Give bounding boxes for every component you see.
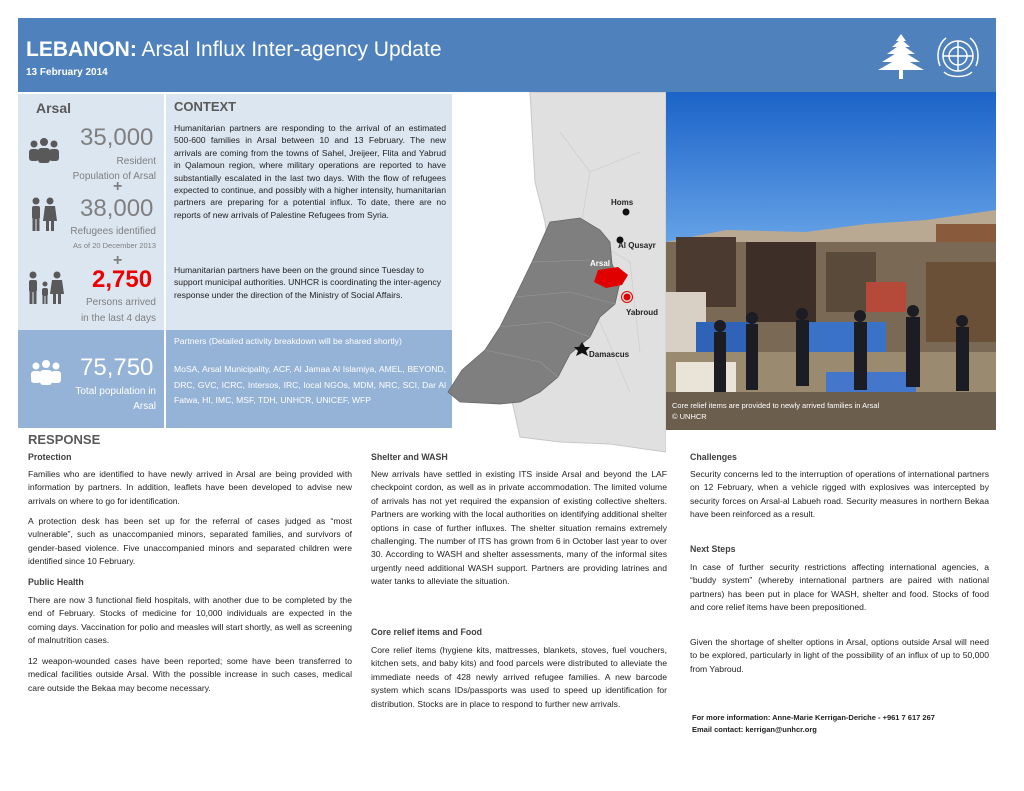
cedar-logo-icon <box>876 32 926 82</box>
core-relief-paragraph: Core relief items (hygiene kits, mattresses, blankets, stoves, fuel vouchers, kitchen sets, and baby kits) and food parcels were distributed to alleviate the immediate needs of 428 newly arrived refugee families. A new barcode system which scans IDs/passports was used to speed up identification for distribution. Stocks are in place to respond to further new arrivals. <box>371 645 667 709</box>
title-text: Arsal Influx Inter-agency Update <box>141 38 442 61</box>
total-label-2: Arsal <box>133 401 156 412</box>
un-emblem-icon <box>932 30 984 82</box>
country-name: LEBANON: <box>26 38 137 61</box>
protection-paragraph-2: A protection desk has been set up for the referral of cases judged as “most vulnerable”, such as unaccompanied minors, separated families, and survivors of gender-based violence. Five unaccompanied minors and separated children were identified since 10 February. <box>28 516 352 567</box>
challenges-heading: Challenges <box>690 452 737 462</box>
resident-label-1: Resident <box>116 156 156 167</box>
header-banner <box>18 18 996 92</box>
map-label-damascus: Damascus <box>589 350 630 359</box>
context-paragraph-2: Humanitarian partners have been on the ground since Tuesday to support municipal authorities. UNHCR is coordinating the inter-agency response under the direction of the Ministry of Social Affairs. <box>174 265 442 300</box>
report-date: 13 February 2014 <box>26 67 108 78</box>
contact-email[interactable]: Email contact: kerrigan@unhcr.org <box>692 725 817 734</box>
stats-panel <box>18 94 164 330</box>
next-steps-heading: Next Steps <box>690 544 736 554</box>
contact-line-1: For more information: Anne-Marie Kerrigan-Deriche - +961 7 617 267 <box>692 713 935 722</box>
response-heading: RESPONSE <box>28 432 101 447</box>
arrived-label-2: in the last 4 days <box>80 313 156 324</box>
resident-label-2: Population of Arsal <box>72 171 156 182</box>
next-steps-paragraph-1: In case of further security restrictions affecting international agencies, a “buddy system” (whereby international partners are paired with national partners) has been put in place for WASH, shelter and food. Stocks of food and core relief items have been prepositioned. <box>690 562 989 613</box>
shelter-wash-paragraph: New arrivals have settled in existing ITS inside Arsal and beyond the LAF checkpoint cordon, as well as in private accommodation. The limited volume of arrivals has not yet required the expansion of existing collective shelters. Partners are working with the local authorities on identifying additional shelter options in case of further influxes. The shelter situation remains extremely challenging. The number of ITS has grown from 6 in October last year to over 30. According to WASH and shelter assessments, many of the informal sites urgently need additional WASH support. Partners are providing latrines and water tanks to alleviate the situation. <box>371 469 667 587</box>
arrived-value: 2,750 <box>92 266 153 293</box>
challenges-paragraph: Security concerns led to the interruption of operations of international partners on 12 February, when a vehicle rigged with explosives was intercepted by security forces on Arsal-al Labueh road. Security measures in northern Bekaa have been reinforced as a result. <box>690 469 989 520</box>
stats-place-name: Arsal <box>36 100 72 116</box>
partners-list: MoSA, Arsal Municipality, ACF, Al Jamaa Al Islamiya, AMEL, BEYOND, DRC, GVC, ICRC, Intersos, IRC, local NGOs, MDM, NRC, SCI, Dar Al Fatwa, HI, IMC, MSF, TDH, UNHCR, UNICEF, WFP <box>174 364 446 405</box>
shelter-wash-heading: Shelter and WASH <box>371 452 448 462</box>
persons-arrived-icon <box>26 270 64 306</box>
public-health-paragraph-2: 12 weapon-wounded cases have been reported; some have been transferred to medical facilities outside Arsal. With the possible increase in such cases, medical care outside the Bekaa may become necessary. <box>28 656 352 693</box>
public-health-paragraph-1: There are now 3 functional field hospitals, with another due to be completed by the end of February. Stocks of medicine for 10,000 individuals are expected in the coming days. Vaccination for polio and measles will start shortly, as well as screening of malnutrition cases. <box>28 595 352 646</box>
population-group-icon <box>26 136 62 166</box>
protection-heading: Protection <box>28 452 72 462</box>
public-health-heading: Public Health <box>28 577 84 587</box>
plus-sign-2: + <box>113 252 123 269</box>
map-label-yabroud: Yabroud <box>626 308 659 317</box>
map-label-al-qusayr: Al Qusayr <box>618 241 656 250</box>
map-label-homs: Homs <box>611 198 634 207</box>
context-panel <box>166 94 452 330</box>
refugee-family-icon <box>28 197 58 233</box>
context-heading: CONTEXT <box>174 99 237 114</box>
refugees-note: As of 20 December 2013 <box>73 241 156 250</box>
total-population-panel <box>18 330 164 428</box>
total-population-icon <box>28 358 64 388</box>
refugees-label: Refugees identified <box>70 226 156 237</box>
next-steps-paragraph-2: Given the shortage of shelter options in Arsal, options outside Arsal will need to be explored, particularly in light of the possibility of an influx of up to 50,000 from Yabroud. <box>690 637 989 674</box>
resident-value: 35,000 <box>80 124 154 151</box>
plus-sign-1: + <box>113 178 123 195</box>
total-value: 75,750 <box>80 354 154 381</box>
protection-paragraph-1: Families who are identified to have newly arrived in Arsal are being provided with information by partners. In addition, leaflets have been developed to advise new arrivals on where to go for identification. <box>28 469 352 506</box>
homs-marker <box>623 209 630 216</box>
refugees-value: 38,000 <box>80 195 154 222</box>
yabroud-marker <box>624 294 631 301</box>
photo-caption <box>672 400 972 422</box>
photo-credit: © UNHCR <box>672 412 707 421</box>
contact-info <box>692 712 935 736</box>
page-title <box>26 38 442 62</box>
photo-caption-text: Core relief items are provided to newly arrived families in Arsal <box>672 401 880 410</box>
partners-panel <box>166 330 452 428</box>
partners-heading: Partners (Detailed activity breakdown will be shared shortly) <box>174 336 402 346</box>
region-map <box>440 92 666 482</box>
total-label-1: Total population in <box>75 386 156 397</box>
map-label-arsal: Arsal <box>590 259 611 268</box>
context-paragraph-1: Humanitarian partners are responding to the arrival of an estimated 500-600 families in Arsal between 10 and 13 February. The new arrivals are coming from the towns of Sahel, Jreijeer, Flita and Yabrud in Qalamoun region, where military operations are reported to have substantially escalated in the last two days. With the flow of refugees expected to continue, and possibly with a higher intensity, humanitarian partners are preparing for a potential influx. To date, there are no reports of new arrivals of Palestine Refugees from Syria. <box>174 123 446 220</box>
relief-distribution-photo <box>666 92 996 430</box>
arrived-label-1: Persons arrived <box>85 297 156 308</box>
core-relief-heading: Core relief items and Food <box>371 627 482 637</box>
